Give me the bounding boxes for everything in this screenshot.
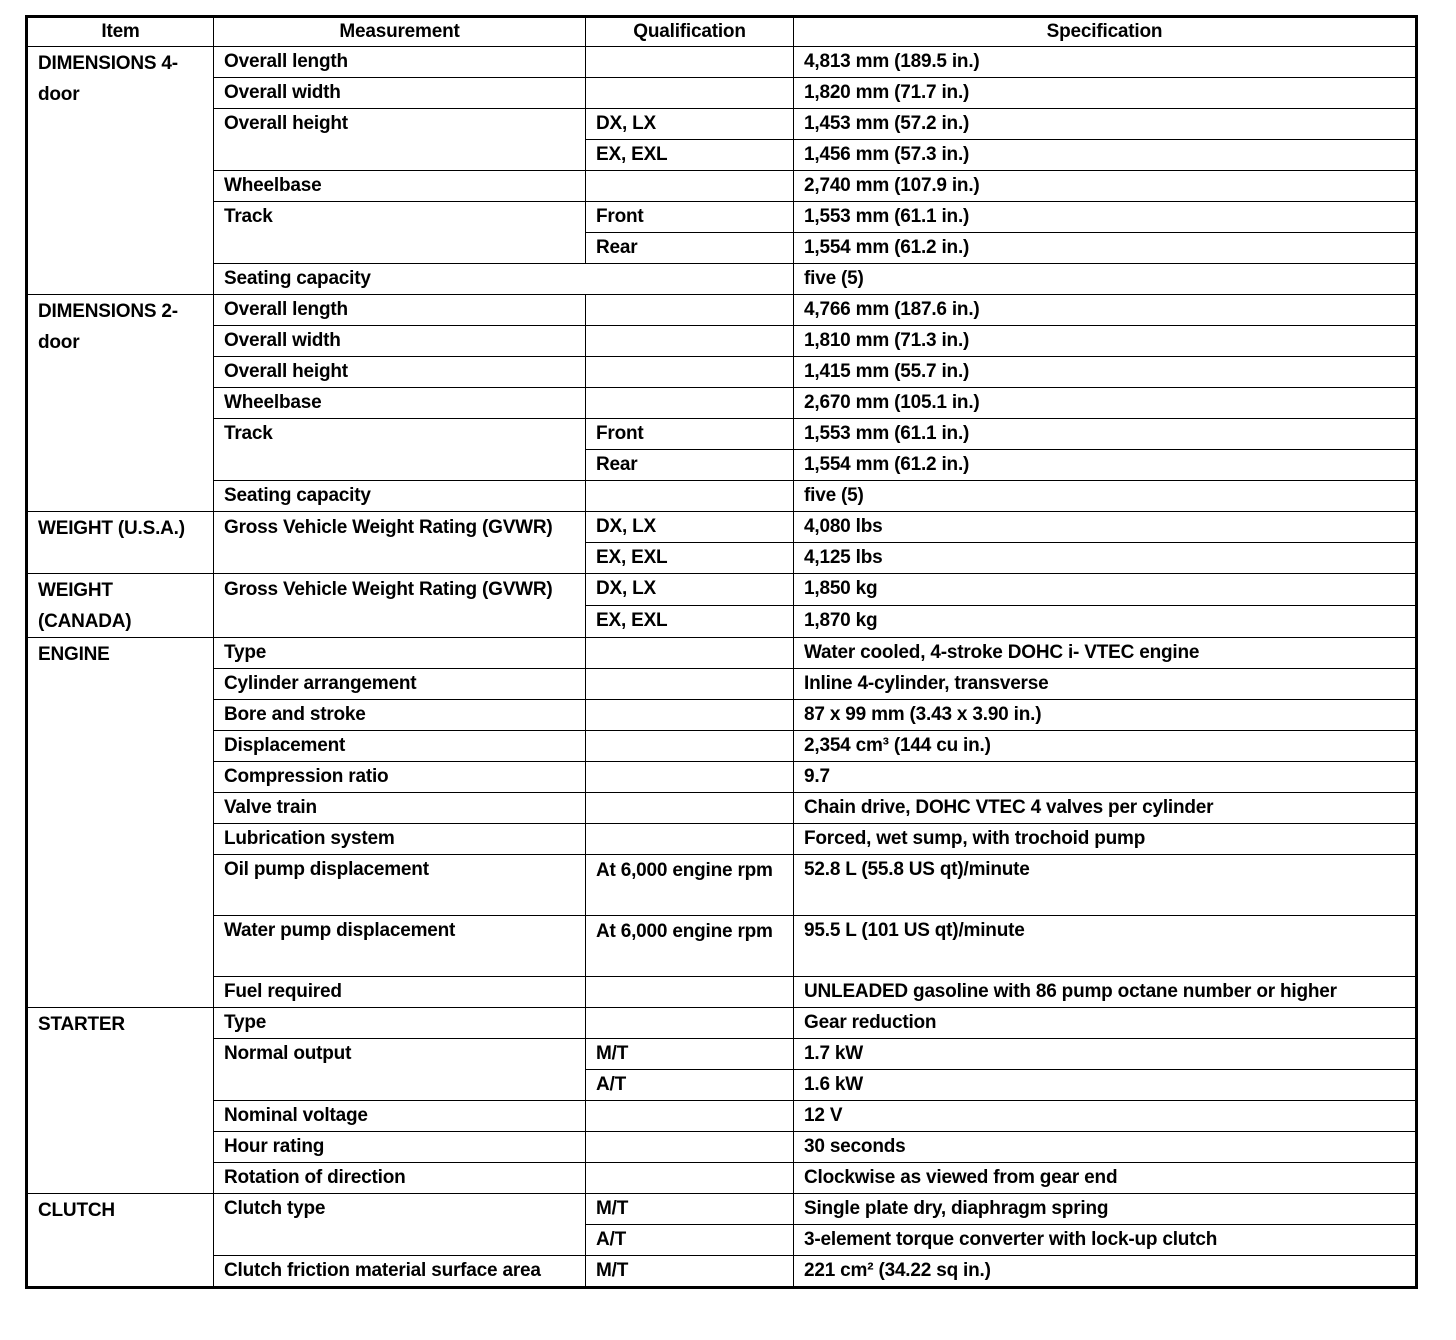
- item-cell: DIMENSIONS 2-door: [27, 295, 214, 512]
- table-row: [27, 669, 1417, 700]
- item-cell: ENGINE: [27, 638, 214, 1008]
- table-row: [27, 638, 1417, 669]
- specification-cell: 4,766 mm (187.6 in.): [794, 295, 1417, 326]
- measurement-cell: Overall height: [214, 109, 586, 171]
- qualification-cell: EX, EXL: [586, 606, 794, 638]
- measurement-cell: Type: [214, 1008, 586, 1039]
- specification-cell: 12 V: [794, 1101, 1417, 1132]
- specification-cell: UNLEADED gasoline with 86 pump octane number or higher: [794, 977, 1417, 1008]
- table-row: [27, 762, 1417, 793]
- measurement-cell: Wheelbase: [214, 171, 586, 202]
- table-row: [27, 326, 1417, 357]
- specifications-table: [25, 15, 1418, 1289]
- qualification-cell: At 6,000 engine rpm: [586, 916, 794, 977]
- table-row: [27, 202, 1417, 233]
- table-row: [27, 47, 1417, 78]
- table-row: [27, 793, 1417, 824]
- measurement-cell: Type: [214, 638, 586, 669]
- specification-cell: Gear reduction: [794, 1008, 1417, 1039]
- item-cell: STARTER: [27, 1008, 214, 1194]
- table-row: [27, 419, 1417, 450]
- measurement-cell: Hour rating: [214, 1132, 586, 1163]
- measurement-cell: Rotation of direction: [214, 1163, 586, 1194]
- specification-cell: 30 seconds: [794, 1132, 1417, 1163]
- header-item: Item: [27, 17, 214, 47]
- table-row: [27, 1132, 1417, 1163]
- table-row: [27, 512, 1417, 543]
- specification-cell: 221 cm² (34.22 sq in.): [794, 1256, 1417, 1288]
- specification-cell: 1,415 mm (55.7 in.): [794, 357, 1417, 388]
- table-row: [27, 388, 1417, 419]
- table-row: [27, 481, 1417, 512]
- qualification-cell: DX, LX: [586, 574, 794, 606]
- qualification-cell: [586, 47, 794, 78]
- qualification-cell: At 6,000 engine rpm: [586, 855, 794, 916]
- measurement-cell: Seating capacity: [214, 481, 586, 512]
- header-row: [27, 17, 1417, 47]
- measurement-cell: Cylinder arrangement: [214, 669, 586, 700]
- qualification-cell: M/T: [586, 1039, 794, 1070]
- specification-cell: 1,456 mm (57.3 in.): [794, 140, 1417, 171]
- measurement-cell: Normal output: [214, 1039, 586, 1101]
- table-row: [27, 1194, 1417, 1225]
- qualification-cell: [586, 669, 794, 700]
- header-qualification: Qualification: [586, 17, 794, 47]
- qualification-cell: EX, EXL: [586, 543, 794, 574]
- qualification-cell: DX, LX: [586, 109, 794, 140]
- item-cell: WEIGHT (CANADA): [27, 574, 214, 638]
- measurement-cell: Bore and stroke: [214, 700, 586, 731]
- item-cell: CLUTCH: [27, 1194, 214, 1288]
- specification-cell: Inline 4-cylinder, transverse: [794, 669, 1417, 700]
- item-cell: WEIGHT (U.S.A.): [27, 512, 214, 574]
- table-row: [27, 1039, 1417, 1070]
- item-cell: DIMENSIONS 4-door: [27, 47, 214, 295]
- measurement-cell: Overall length: [214, 295, 586, 326]
- specification-cell: 2,670 mm (105.1 in.): [794, 388, 1417, 419]
- qualification-cell: [586, 977, 794, 1008]
- specification-cell: 9.7: [794, 762, 1417, 793]
- qualification-cell: A/T: [586, 1225, 794, 1256]
- qualification-cell: [586, 171, 794, 202]
- qualification-cell: EX, EXL: [586, 140, 794, 171]
- qualification-cell: [586, 1132, 794, 1163]
- specification-cell: Water cooled, 4-stroke DOHC i- VTEC engine: [794, 638, 1417, 669]
- table-row: [27, 295, 1417, 326]
- qualification-cell: [586, 700, 794, 731]
- specification-cell: five (5): [794, 481, 1417, 512]
- specification-cell: 1,554 mm (61.2 in.): [794, 233, 1417, 264]
- table-row: [27, 574, 1417, 606]
- header-measurement: Measurement: [214, 17, 586, 47]
- qualification-cell: M/T: [586, 1256, 794, 1288]
- qualification-cell: [586, 793, 794, 824]
- qualification-cell: [586, 638, 794, 669]
- qualification-cell: [586, 762, 794, 793]
- specification-cell: 1,553 mm (61.1 in.): [794, 202, 1417, 233]
- specification-cell: 1,554 mm (61.2 in.): [794, 450, 1417, 481]
- specification-cell: 1.7 kW: [794, 1039, 1417, 1070]
- table-row: [27, 916, 1417, 977]
- measurement-cell: Clutch friction material surface area: [214, 1256, 586, 1288]
- measurement-cell: Overall width: [214, 326, 586, 357]
- qualification-cell: [586, 357, 794, 388]
- specification-cell: 1,453 mm (57.2 in.): [794, 109, 1417, 140]
- qualification-cell: DX, LX: [586, 512, 794, 543]
- specification-cell: Clockwise as viewed from gear end: [794, 1163, 1417, 1194]
- measurement-cell: Water pump displacement: [214, 916, 586, 977]
- table-row: [27, 1101, 1417, 1132]
- specification-cell: Single plate dry, diaphragm spring: [794, 1194, 1417, 1225]
- table-row: [27, 855, 1417, 916]
- specification-cell: Forced, wet sump, with trochoid pump: [794, 824, 1417, 855]
- table-row: [27, 1008, 1417, 1039]
- qualification-cell: [586, 1008, 794, 1039]
- measurement-cell: Oil pump displacement: [214, 855, 586, 916]
- specification-cell: 95.5 L (101 US qt)/minute: [794, 916, 1417, 977]
- qualification-cell: [586, 1101, 794, 1132]
- qualification-cell: [586, 295, 794, 326]
- specification-cell: 1,553 mm (61.1 in.): [794, 419, 1417, 450]
- specification-cell: 1,810 mm (71.3 in.): [794, 326, 1417, 357]
- qualification-cell: [586, 78, 794, 109]
- table-row: [27, 78, 1417, 109]
- table-row: [27, 700, 1417, 731]
- header-specification: Specification: [794, 17, 1417, 47]
- table-row: [27, 1163, 1417, 1194]
- specification-cell: 87 x 99 mm (3.43 x 3.90 in.): [794, 700, 1417, 731]
- qualification-cell: [586, 731, 794, 762]
- table-row: [27, 264, 1417, 295]
- measurement-cell: Seating capacity: [214, 264, 794, 295]
- measurement-cell: Gross Vehicle Weight Rating (GVWR): [214, 574, 586, 638]
- specification-cell: 1,870 kg: [794, 606, 1417, 638]
- table-row: [27, 357, 1417, 388]
- measurement-cell: Lubrication system: [214, 824, 586, 855]
- specification-cell: five (5): [794, 264, 1417, 295]
- specification-cell: 2,354 cm³ (144 cu in.): [794, 731, 1417, 762]
- measurement-cell: Clutch type: [214, 1194, 586, 1256]
- qualification-cell: M/T: [586, 1194, 794, 1225]
- qualification-cell: Front: [586, 419, 794, 450]
- specification-cell: 2,740 mm (107.9 in.): [794, 171, 1417, 202]
- spec-sheet: [25, 15, 1415, 1289]
- measurement-cell: Displacement: [214, 731, 586, 762]
- specification-cell: 1,820 mm (71.7 in.): [794, 78, 1417, 109]
- specification-cell: 4,813 mm (189.5 in.): [794, 47, 1417, 78]
- qualification-cell: Front: [586, 202, 794, 233]
- measurement-cell: Gross Vehicle Weight Rating (GVWR): [214, 512, 586, 574]
- table-row: [27, 977, 1417, 1008]
- specification-cell: 4,125 lbs: [794, 543, 1417, 574]
- qualification-cell: [586, 388, 794, 419]
- measurement-cell: Overall width: [214, 78, 586, 109]
- measurement-cell: Overall height: [214, 357, 586, 388]
- measurement-cell: Track: [214, 419, 586, 481]
- table-row: [27, 731, 1417, 762]
- table-row: [27, 171, 1417, 202]
- table-row: [27, 109, 1417, 140]
- measurement-cell: Compression ratio: [214, 762, 586, 793]
- measurement-cell: Valve train: [214, 793, 586, 824]
- specification-cell: Chain drive, DOHC VTEC 4 valves per cylinder: [794, 793, 1417, 824]
- qualification-cell: [586, 1163, 794, 1194]
- qualification-cell: [586, 824, 794, 855]
- qualification-cell: Rear: [586, 233, 794, 264]
- measurement-cell: Wheelbase: [214, 388, 586, 419]
- measurement-cell: Fuel required: [214, 977, 586, 1008]
- qualification-cell: [586, 481, 794, 512]
- table-row: [27, 1256, 1417, 1288]
- measurement-cell: Nominal voltage: [214, 1101, 586, 1132]
- measurement-cell: Overall length: [214, 47, 586, 78]
- specification-cell: 4,080 lbs: [794, 512, 1417, 543]
- qualification-cell: [586, 326, 794, 357]
- qualification-cell: A/T: [586, 1070, 794, 1101]
- specification-cell: 52.8 L (55.8 US qt)/minute: [794, 855, 1417, 916]
- qualification-cell: Rear: [586, 450, 794, 481]
- measurement-cell: Track: [214, 202, 586, 264]
- table-row: [27, 824, 1417, 855]
- specification-cell: 1,850 kg: [794, 574, 1417, 606]
- specification-cell: 3-element torque converter with lock-up clutch: [794, 1225, 1417, 1256]
- specification-cell: 1.6 kW: [794, 1070, 1417, 1101]
